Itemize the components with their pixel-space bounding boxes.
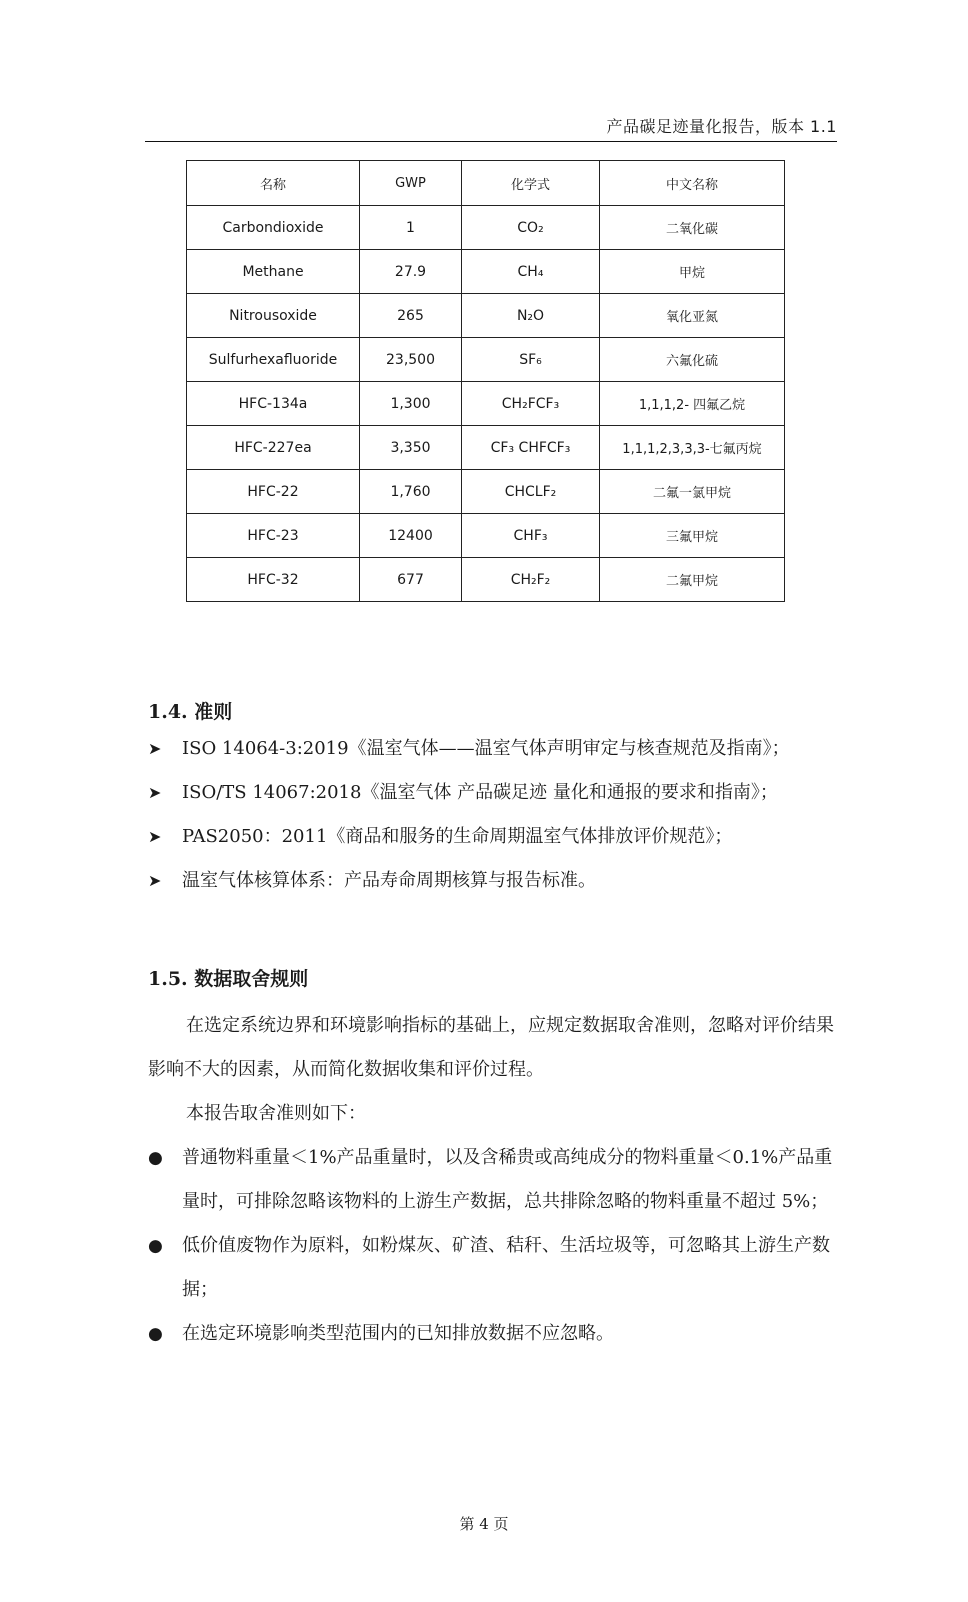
- table-row: [187, 470, 785, 514]
- table-row: [187, 250, 785, 294]
- criteria-text: 温室气体核算体系：产品寿命周期核算与报告标准。: [182, 870, 596, 891]
- table-row: [187, 206, 785, 250]
- chinese-name: 二氧化碳: [600, 206, 785, 250]
- chemical-formula: CF₃ CHFCF₃: [462, 426, 600, 470]
- table-header-row: [187, 161, 785, 206]
- chemical-formula: CH₂FCF₃: [462, 382, 600, 426]
- rule-text: 在选定环境影响类型范围内的已知排放数据不应忽略。: [182, 1323, 614, 1344]
- chinese-name: 二氟一氯甲烷: [600, 470, 785, 514]
- gas-name: Nitrousoxide: [187, 294, 360, 338]
- list-item: [148, 868, 838, 912]
- chinese-name: 三氟甲烷: [600, 514, 785, 558]
- list-item: [148, 1312, 838, 1356]
- gas-name: HFC-23: [187, 514, 360, 558]
- list-item: [148, 1224, 838, 1312]
- gwp-value: 12400: [360, 514, 462, 558]
- gas-name: HFC-227ea: [187, 426, 360, 470]
- cutoff-intro-paragraph: 在选定系统边界和环境影响指标的基础上，应规定数据取舍准则，忽略对评价结果影响不大的因素，从而简化数据收集和评价过程。: [148, 1015, 834, 1080]
- column-header: 名称: [187, 161, 360, 206]
- rule-text: 低价值废物作为原料，如粉煤灰、矿渣、秸秆、生活垃圾等，可忽略其上游生产数据；: [182, 1235, 830, 1300]
- list-item: [148, 1136, 838, 1224]
- gwp-value: 1,760: [360, 470, 462, 514]
- dot-bullet-icon: ●: [148, 1236, 163, 1256]
- arrow-bullet-icon: ➤: [148, 871, 162, 890]
- criteria-text: ISO 14064-3:2019《温室气体——温室气体声明审定与核查规范及指南》；: [182, 738, 790, 759]
- table-row: [187, 514, 785, 558]
- chemical-formula: CH₂F₂: [462, 558, 600, 602]
- chinese-name: 二氟甲烷: [600, 558, 785, 602]
- cutoff-rules-list: [148, 1136, 838, 1356]
- criteria-text: ISO/TS 14067:2018《温室气体 产品碳足迹 量化和通报的要求和指南》；: [182, 782, 778, 803]
- chemical-formula: CHF₃: [462, 514, 600, 558]
- chemical-formula: N₂O: [462, 294, 600, 338]
- arrow-bullet-icon: ➤: [148, 783, 162, 802]
- gas-name: Sulfurhexafluoride: [187, 338, 360, 382]
- chemical-formula: SF₆: [462, 338, 600, 382]
- chinese-name: 甲烷: [600, 250, 785, 294]
- column-header: 化学式: [462, 161, 600, 206]
- column-header: 中文名称: [600, 161, 785, 206]
- table-row: [187, 338, 785, 382]
- gas-name: Carbondioxide: [187, 206, 360, 250]
- criteria-list: [148, 736, 838, 912]
- section-title-criteria: 1.4. 准则: [148, 701, 233, 723]
- section-title-data-cutoff: 1.5. 数据取舍规则: [148, 968, 309, 990]
- rule-text: 普通物料重量＜1%产品重量时，以及含稀贵或高纯成分的物料重量＜0.1%产品重量时，可排除忽略该物料的上游生产数据，总共排除忽略的物料重量不超过 5%；: [182, 1147, 833, 1212]
- gas-name: HFC-32: [187, 558, 360, 602]
- gwp-value: 1,300: [360, 382, 462, 426]
- table-row: [187, 294, 785, 338]
- cutoff-rules-lead: 本报告取舍准则如下：: [186, 1103, 366, 1124]
- gwp-table: [186, 160, 785, 602]
- gwp-value: 265: [360, 294, 462, 338]
- table-row: [187, 558, 785, 602]
- chemical-formula: CH₄: [462, 250, 600, 294]
- list-item: [148, 824, 838, 868]
- chemical-formula: CO₂: [462, 206, 600, 250]
- page-number: 第 4 页: [459, 1515, 509, 1533]
- dot-bullet-icon: ●: [148, 1148, 163, 1168]
- header-rule: [145, 141, 837, 142]
- list-item: [148, 780, 838, 824]
- list-item: [148, 736, 838, 780]
- gwp-value: 677: [360, 558, 462, 602]
- dot-bullet-icon: ●: [148, 1324, 163, 1344]
- chinese-name: 1,1,1,2- 四氟乙烷: [600, 382, 785, 426]
- chinese-name: 1,1,1,2,3,3,3-七氟丙烷: [600, 426, 785, 470]
- chinese-name: 氧化亚氮: [600, 294, 785, 338]
- gas-name: HFC-134a: [187, 382, 360, 426]
- table-row: [187, 382, 785, 426]
- arrow-bullet-icon: ➤: [148, 739, 162, 758]
- gas-name: Methane: [187, 250, 360, 294]
- criteria-text: PAS2050：2011《商品和服务的生命周期温室气体排放评价规范》；: [182, 826, 733, 847]
- chemical-formula: CHCLF₂: [462, 470, 600, 514]
- gwp-value: 1: [360, 206, 462, 250]
- chinese-name: 六氟化硫: [600, 338, 785, 382]
- running-header: 产品碳足迹量化报告，版本 1.1: [606, 117, 837, 136]
- gwp-value: 3,350: [360, 426, 462, 470]
- arrow-bullet-icon: ➤: [148, 827, 162, 846]
- gwp-value: 27.9: [360, 250, 462, 294]
- gwp-value: 23,500: [360, 338, 462, 382]
- gas-name: HFC-22: [187, 470, 360, 514]
- table-row: [187, 426, 785, 470]
- column-header: GWP: [360, 161, 462, 206]
